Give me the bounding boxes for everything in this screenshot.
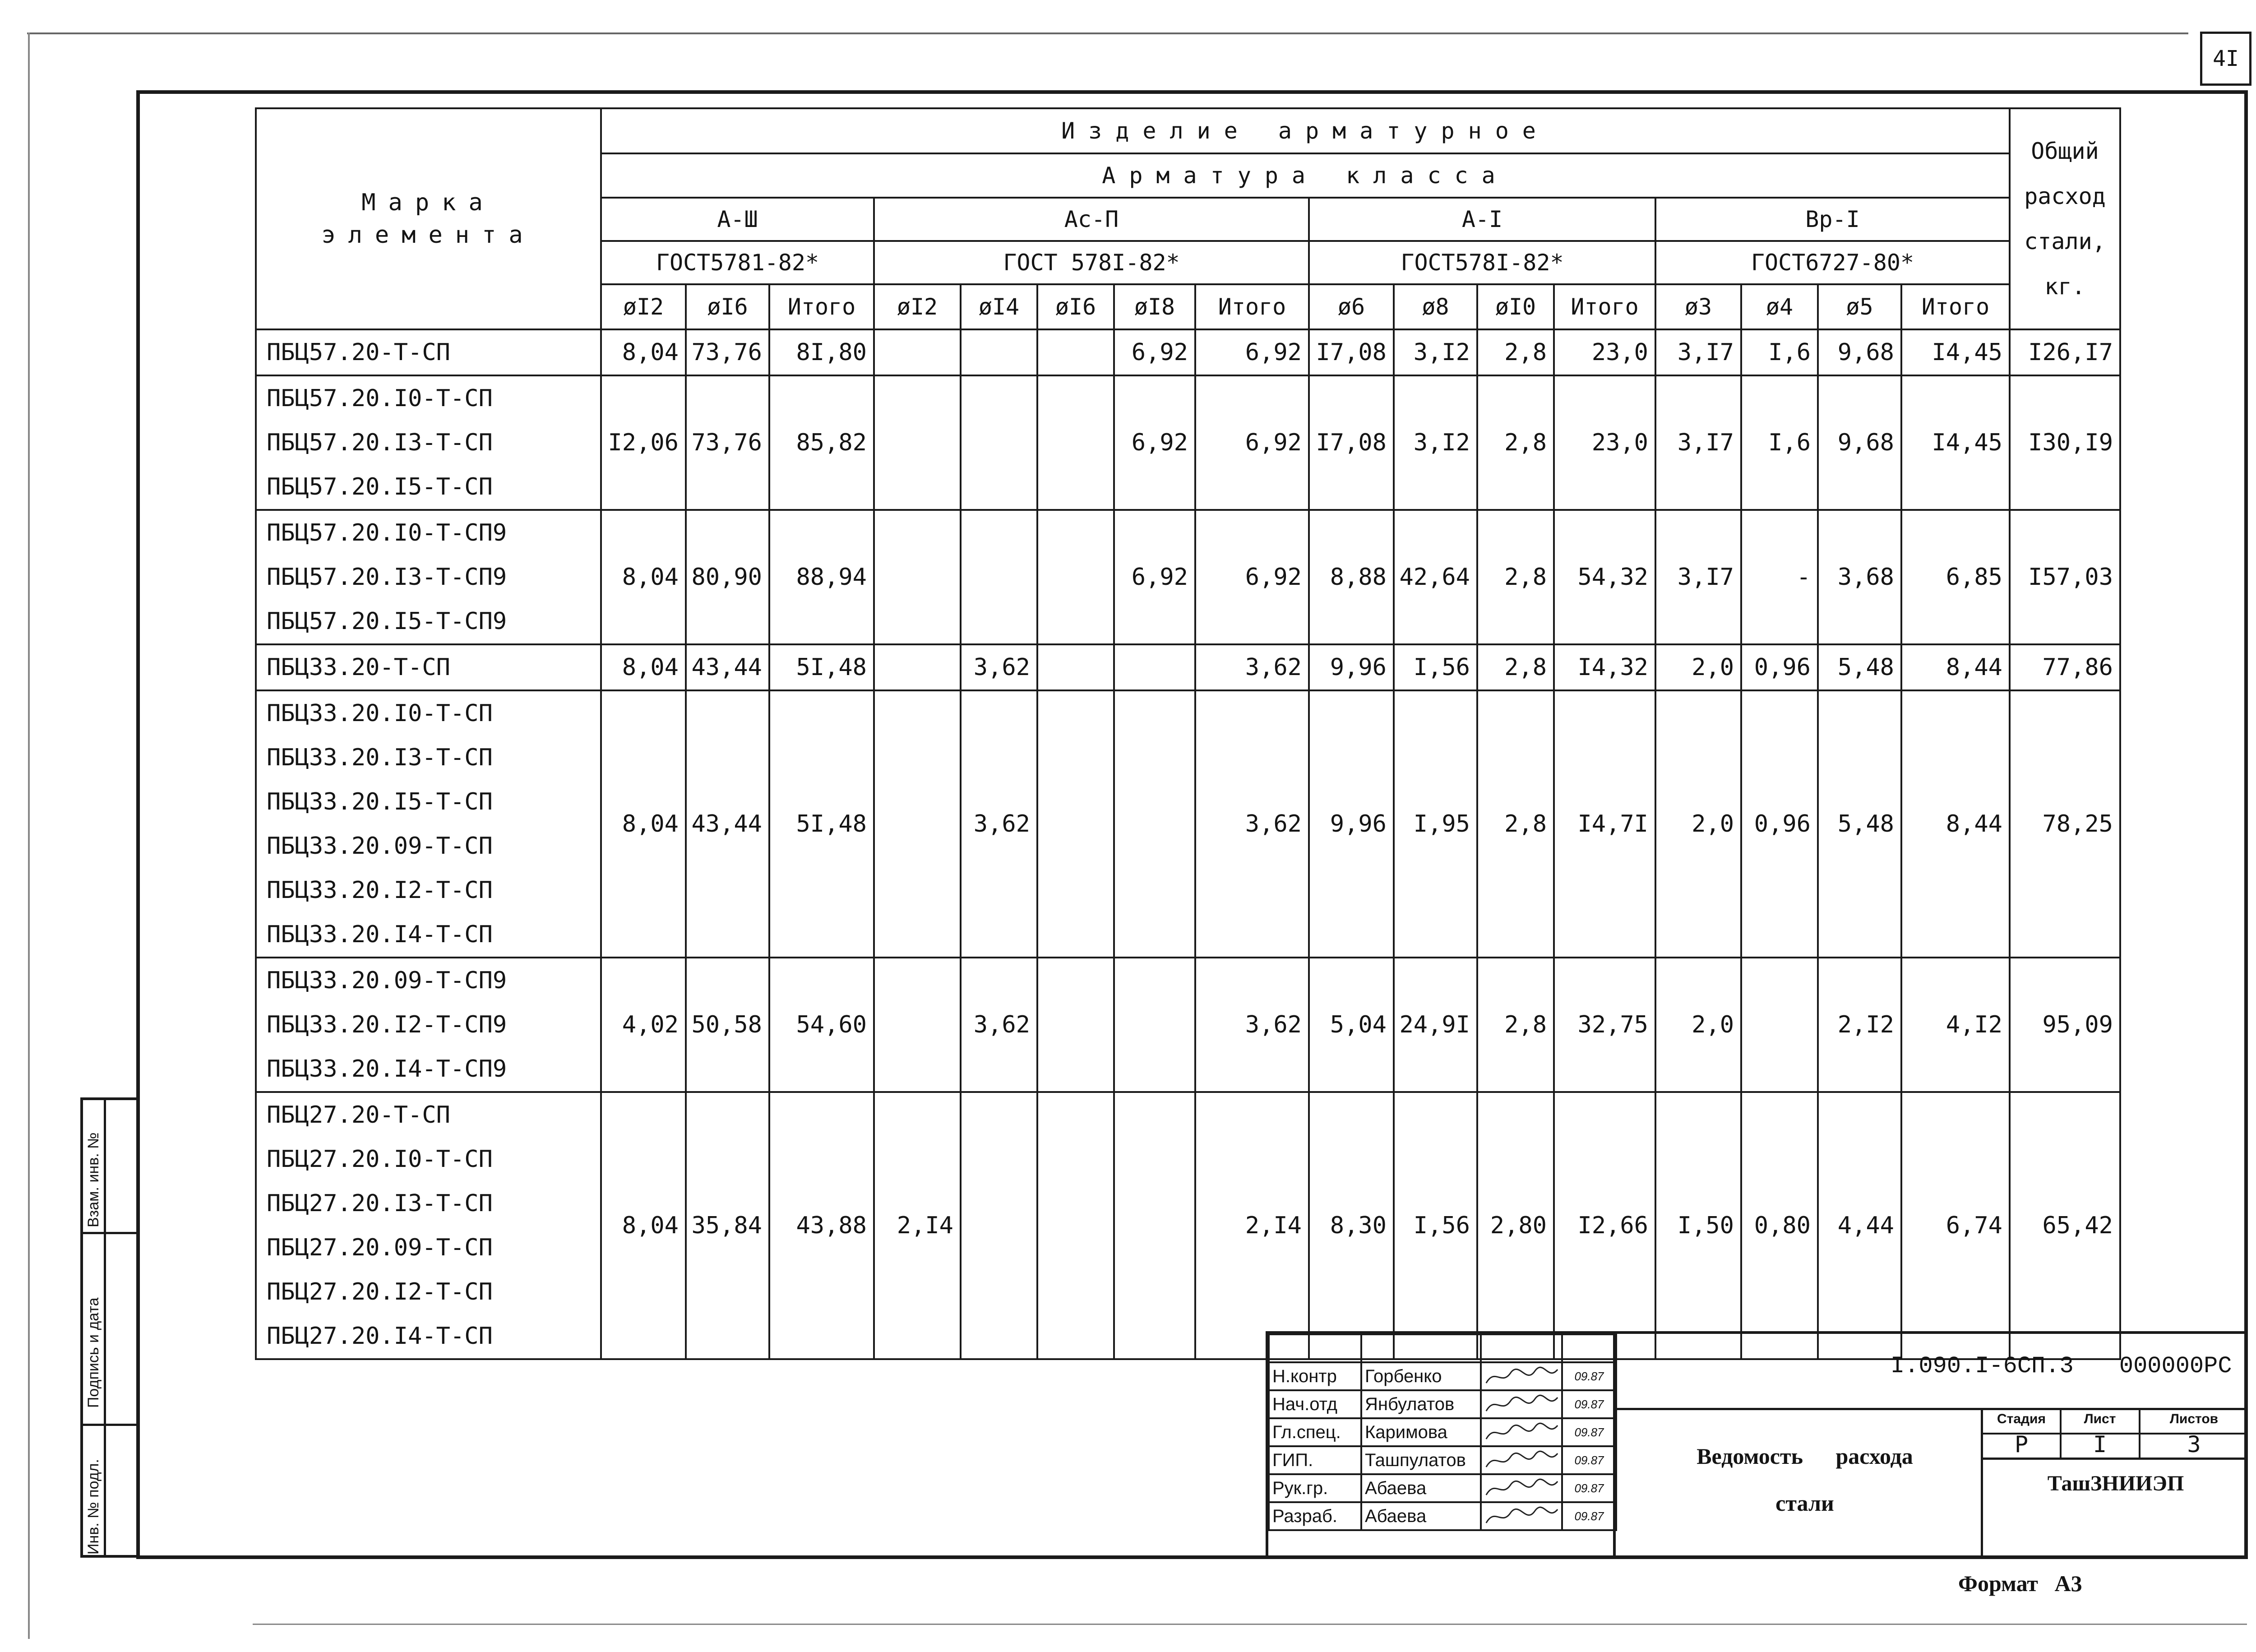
table-cell [1741, 958, 1818, 1092]
column-header: Итого [1195, 284, 1309, 329]
table-cell: 5,48 [1818, 644, 1901, 690]
signature [1481, 1474, 1562, 1502]
document-title-line: Ведомость расхода [1697, 1444, 1913, 1469]
signatory-name: Абаева [1361, 1474, 1481, 1502]
table-cell: I,6 [1741, 329, 1818, 375]
table-cell: I4,7I [1554, 690, 1655, 958]
table-cell [1114, 958, 1195, 1092]
table-cell: I2,66 [1554, 1092, 1655, 1359]
table-cell: 23,0 [1554, 329, 1655, 375]
column-header: øI6 [1037, 284, 1114, 329]
class-standard: ГОСТ6727-80* [1655, 241, 2010, 284]
table-cell: I4,45 [1901, 329, 2010, 375]
table-cell: 8,04 [601, 510, 686, 644]
element-mark-line: ПБЦ33.20.I2-Т-СП [267, 877, 493, 904]
table-cell [1037, 1092, 1114, 1359]
title-block-divider [1613, 1408, 2248, 1410]
column-header: øI2 [601, 284, 686, 329]
table-cell: 43,44 [686, 690, 769, 958]
table-cell: 50,58 [686, 958, 769, 1092]
table-cell: 0,96 [1741, 690, 1818, 958]
signatory-row [1269, 1418, 1616, 1446]
table-cell: I7,08 [1309, 375, 1394, 510]
table-cell: 2,8 [1477, 958, 1554, 1092]
table-cell: 0,80 [1741, 1092, 1818, 1359]
side-label-inv: Инв. № подл. [85, 1459, 102, 1555]
table-cell: 2,0 [1655, 690, 1741, 958]
element-mark [256, 1092, 601, 1359]
element-mark-line: ПБЦ27.20.I2-Т-СП [267, 1278, 493, 1305]
table-cell: 2,I4 [874, 1092, 961, 1359]
table-cell: 54,60 [769, 958, 874, 1092]
bottom-edge-line [253, 1624, 2247, 1625]
header-rebar-class: Арматура класса [601, 153, 2010, 198]
side-label-signature: Подпись и дата [85, 1297, 102, 1408]
table-cell: 5,48 [1818, 690, 1901, 958]
table-cell [874, 644, 961, 690]
table-cell: 8,44 [1901, 690, 2010, 958]
table-cell: 3,68 [1818, 510, 1901, 644]
table-cell: 6,92 [1114, 375, 1195, 510]
signatory-role: Н.контр [1269, 1362, 1361, 1390]
table-cell: 2,8 [1477, 510, 1554, 644]
element-mark-line: ПБЦ57.20.I0-Т-СП9 [267, 519, 507, 546]
document-title [1642, 1433, 1967, 1527]
table-cell: 0,96 [1741, 644, 1818, 690]
table-cell: 4,I2 [1901, 958, 2010, 1092]
header-mark [256, 108, 601, 329]
table-cell: 85,82 [769, 375, 874, 510]
table-cell: 2,0 [1655, 958, 1741, 1092]
table-cell: I4,45 [1901, 375, 2010, 510]
table-cell: I4,32 [1554, 644, 1655, 690]
table-cell: 9,68 [1818, 375, 1901, 510]
signature-date: 09.87 [1562, 1362, 1616, 1390]
element-mark-line: ПБЦ57.20.I0-Т-СП [267, 385, 493, 412]
element-mark-line: ПБЦ33.20.I0-Т-СП [267, 700, 493, 727]
table-cell: 24,9I [1394, 958, 1477, 1092]
element-mark-line: ПБЦ57.20.I3-Т-СП [267, 429, 493, 456]
element-mark [256, 644, 601, 690]
table-cell: 43,44 [686, 644, 769, 690]
element-mark-line: ПБЦ33.20.I5-Т-СП [267, 788, 493, 815]
class-name: А-I [1309, 198, 1655, 241]
table-cell: 3,I7 [1655, 329, 1741, 375]
signatory-name: Горбенко [1361, 1362, 1481, 1390]
table-cell: 2,0 [1655, 644, 1741, 690]
table-row [256, 690, 2120, 958]
table-cell: 8,04 [601, 690, 686, 958]
left-edge-line [28, 32, 30, 1639]
table-cell: 73,76 [686, 375, 769, 510]
element-mark-line: ПБЦ57.20.I3-Т-СП9 [267, 564, 507, 591]
element-mark [256, 329, 601, 375]
table-cell: I,95 [1394, 690, 1477, 958]
column-header: Итого [1901, 284, 2010, 329]
table-cell: 35,84 [686, 1092, 769, 1359]
table-cell: 88,94 [769, 510, 874, 644]
element-mark-line: ПБЦ33.20.I3-Т-СП [267, 744, 493, 771]
table-cell: I57,03 [2010, 510, 2120, 644]
table-cell: 5I,48 [769, 690, 874, 958]
element-mark-line: ПБЦ33.20.I4-Т-СП9 [267, 1055, 507, 1083]
header-mark-line: элемента [321, 222, 536, 249]
table-cell: I26,I7 [2010, 329, 2120, 375]
sheets-value: 3 [2187, 1431, 2201, 1458]
column-header: ø3 [1655, 284, 1741, 329]
class-standard: ГОСТ5781-82* [601, 241, 874, 284]
table-cell: 73,76 [686, 329, 769, 375]
table-cell: - [1741, 510, 1818, 644]
class-standard: ГОСТ 578I-82* [874, 241, 1309, 284]
column-header: ø8 [1394, 284, 1477, 329]
table-cell: 3,I2 [1394, 329, 1477, 375]
column-header: øI6 [686, 284, 769, 329]
table-cell [961, 510, 1037, 644]
stamp-blank [1562, 1334, 1616, 1362]
table-cell [874, 329, 961, 375]
table-cell: 5I,48 [769, 644, 874, 690]
signature-date: 09.87 [1562, 1474, 1616, 1502]
stage-label: Стадия [1997, 1411, 2046, 1426]
table-cell: 6,92 [1195, 329, 1309, 375]
column-header: øI4 [961, 284, 1037, 329]
table-cell: 6,92 [1195, 375, 1309, 510]
table-cell: 3,62 [1195, 690, 1309, 958]
page-number: 4I [2200, 32, 2251, 86]
signatory-role: Разраб. [1269, 1502, 1361, 1530]
column-header: øI2 [874, 284, 961, 329]
element-mark-line: ПБЦ33.20.09-Т-СП [267, 833, 493, 860]
signature-table [1268, 1333, 1617, 1531]
element-mark-line: ПБЦ27.20.I3-Т-СП [267, 1190, 493, 1217]
signatory-role: Гл.спец. [1269, 1418, 1361, 1446]
table-cell: 8,88 [1309, 510, 1394, 644]
sheets-label: Листов [2169, 1411, 2219, 1426]
signature-date: 09.87 [1562, 1390, 1616, 1418]
sheet-value: I [2093, 1431, 2107, 1458]
class-name: Ас-П [874, 198, 1309, 241]
table-cell: 2,I2 [1818, 958, 1901, 1092]
table-cell: I,50 [1655, 1092, 1741, 1359]
document-code-main: I.090.I-6СП.3 [1891, 1353, 2074, 1379]
table-cell [874, 958, 961, 1092]
table-cell: 8,44 [1901, 644, 2010, 690]
table-cell: 2,8 [1477, 329, 1554, 375]
table-cell [1037, 644, 1114, 690]
table-cell: 54,32 [1554, 510, 1655, 644]
table-cell: 3,62 [961, 958, 1037, 1092]
table-cell: 32,75 [1554, 958, 1655, 1092]
stamp-blank [1481, 1334, 1562, 1362]
table-cell: 4,44 [1818, 1092, 1901, 1359]
signature [1481, 1418, 1562, 1446]
signatory-row [1269, 1390, 1616, 1418]
header-total-line: стали, [2024, 228, 2106, 255]
title-block-divider [1981, 1458, 2248, 1460]
table-cell [961, 375, 1037, 510]
table-cell: 3,62 [961, 690, 1037, 958]
organization: ТашЗНИИЭП [2047, 1472, 2184, 1495]
header-total [2010, 108, 2120, 329]
table-cell: I,56 [1394, 644, 1477, 690]
table-row [256, 375, 2120, 510]
element-mark-line: ПБЦ27.20.09-Т-СП [267, 1234, 493, 1261]
header-total-line: кг. [2044, 273, 2085, 300]
table-cell: 2,8 [1477, 375, 1554, 510]
signatory-name: Абаева [1361, 1502, 1481, 1530]
table-cell: 8,04 [601, 1092, 686, 1359]
column-header: øI8 [1114, 284, 1195, 329]
column-header: Итого [1554, 284, 1655, 329]
table-row [256, 510, 2120, 644]
table-cell: I7,08 [1309, 329, 1394, 375]
signature [1481, 1390, 1562, 1418]
table-row [256, 958, 2120, 1092]
table-cell: 42,64 [1394, 510, 1477, 644]
table-cell [874, 690, 961, 958]
element-mark-line: ПБЦ27.20-Т-СП [267, 1101, 450, 1129]
side-strip-inner [104, 1097, 106, 1558]
column-header: ø4 [1741, 284, 1818, 329]
table-cell: 43,88 [769, 1092, 874, 1359]
signature-date: 09.87 [1562, 1502, 1616, 1530]
table-cell: 77,86 [2010, 644, 2120, 690]
table-cell: 4,02 [601, 958, 686, 1092]
table-cell: I,56 [1394, 1092, 1477, 1359]
table-cell: 8I,80 [769, 329, 874, 375]
table-cell: 6,92 [1114, 329, 1195, 375]
signatory-name: Ташпулатов [1361, 1446, 1481, 1474]
table-cell [1037, 375, 1114, 510]
title-block-divider [1981, 1408, 1983, 1559]
side-label-replace: Взам. инв. № [85, 1132, 102, 1227]
table-cell: 9,96 [1309, 690, 1394, 958]
class-name: А-Ш [601, 198, 874, 241]
stamp-blank [1269, 1334, 1361, 1362]
element-mark [256, 375, 601, 510]
table-row [256, 644, 2120, 690]
title-block-divider [2139, 1408, 2140, 1458]
table-cell [1037, 958, 1114, 1092]
title-block-divider [2060, 1408, 2062, 1458]
table-cell [1037, 510, 1114, 644]
column-header: Итого [769, 284, 874, 329]
signatory-role: ГИП. [1269, 1446, 1361, 1474]
table-row [256, 329, 2120, 375]
sheet-label: Лист [2084, 1411, 2116, 1426]
class-name: Вр-I [1655, 198, 2010, 241]
table-cell: 2,8 [1477, 690, 1554, 958]
table-cell: 3,62 [1195, 644, 1309, 690]
format-label: Формат А3 [1958, 1571, 2082, 1596]
element-mark-line: ПБЦ57.20.I5-Т-СП [267, 473, 493, 500]
table-cell [1037, 329, 1114, 375]
table-cell: 6,92 [1195, 510, 1309, 644]
table-cell: I2,06 [601, 375, 686, 510]
element-mark-line: ПБЦ27.20.I0-Т-СП [267, 1146, 493, 1173]
element-mark [256, 958, 601, 1092]
table-cell [961, 329, 1037, 375]
table-cell: 3,62 [961, 644, 1037, 690]
signatory-role: Нач.отд [1269, 1390, 1361, 1418]
table-cell: I,6 [1741, 375, 1818, 510]
element-mark-line: ПБЦ27.20.I4-Т-СП [267, 1323, 493, 1350]
table-cell: 3,I2 [1394, 375, 1477, 510]
element-mark-line: ПБЦ33.20-Т-СП [267, 654, 450, 681]
header-total-line: Общий [2031, 138, 2099, 164]
column-header: ø5 [1818, 284, 1901, 329]
table-row [256, 1092, 2120, 1359]
table-cell: 6,92 [1114, 510, 1195, 644]
document-code-suffix: 000000РС [2119, 1353, 2232, 1379]
table-cell: 65,42 [2010, 1092, 2120, 1359]
table-cell: 3,I7 [1655, 510, 1741, 644]
signatory-role: Рук.гр. [1269, 1474, 1361, 1502]
table-cell: 95,09 [2010, 958, 2120, 1092]
signatory-row [1269, 1474, 1616, 1502]
table-cell: 9,68 [1818, 329, 1901, 375]
table-cell: 23,0 [1554, 375, 1655, 510]
table-cell: 6,74 [1901, 1092, 2010, 1359]
table-cell [1114, 690, 1195, 958]
table-cell: 8,30 [1309, 1092, 1394, 1359]
table-cell [874, 510, 961, 644]
stamp-blank [1361, 1334, 1481, 1362]
signatory-row [1269, 1446, 1616, 1474]
table-cell [1037, 690, 1114, 958]
element-mark-line: ПБЦ57.20-Т-СП [267, 339, 450, 366]
table-cell: 5,04 [1309, 958, 1394, 1092]
table-cell [874, 375, 961, 510]
table-cell: 2,80 [1477, 1092, 1554, 1359]
table-cell: 8,04 [601, 329, 686, 375]
table-cell: 2,8 [1477, 644, 1554, 690]
element-mark [256, 510, 601, 644]
stage-value: Р [2014, 1431, 2029, 1458]
signatory-name: Янбулатов [1361, 1390, 1481, 1418]
steel-consumption-table [255, 107, 2121, 1360]
element-mark [256, 690, 601, 958]
table-cell: I30,I9 [2010, 375, 2120, 510]
column-header: øI0 [1477, 284, 1554, 329]
side-strip-divider [80, 1424, 140, 1426]
header-mark-line: Марка [361, 189, 495, 216]
table-cell [1114, 1092, 1195, 1359]
table-cell: 8,04 [601, 644, 686, 690]
signatory-row [1269, 1502, 1616, 1530]
table-cell: 3,62 [1195, 958, 1309, 1092]
signature [1481, 1502, 1562, 1530]
top-edge-line [27, 32, 2188, 34]
side-strip-divider [80, 1232, 140, 1234]
table-cell [961, 1092, 1037, 1359]
header-product: Изделие арматурное [601, 108, 2010, 153]
document-title-line: стали [1775, 1490, 1834, 1516]
table-cell: 80,90 [686, 510, 769, 644]
table-cell: 78,25 [2010, 690, 2120, 958]
title-block-divider [1613, 1331, 1616, 1559]
class-standard: ГОСТ578I-82* [1309, 241, 1655, 284]
signature [1481, 1446, 1562, 1474]
table-cell: 9,96 [1309, 644, 1394, 690]
table-cell: 6,85 [1901, 510, 2010, 644]
element-mark-line: ПБЦ57.20.I5-Т-СП9 [267, 608, 507, 635]
table-cell: 2,I4 [1195, 1092, 1309, 1359]
element-mark-line: ПБЦ33.20.09-Т-СП9 [267, 967, 507, 994]
column-header: ø6 [1309, 284, 1394, 329]
signature-date: 09.87 [1562, 1446, 1616, 1474]
document-code [1891, 1353, 2232, 1379]
signature-date: 09.87 [1562, 1418, 1616, 1446]
header-total-line: расход [2024, 183, 2106, 209]
signatory-row [1269, 1362, 1616, 1390]
table-cell [1114, 644, 1195, 690]
signature [1481, 1362, 1562, 1390]
signatory-name: Каримова [1361, 1418, 1481, 1446]
element-mark-line: ПБЦ33.20.I2-Т-СП9 [267, 1011, 507, 1038]
table-cell: 3,I7 [1655, 375, 1741, 510]
element-mark-line: ПБЦ33.20.I4-Т-СП [267, 921, 493, 948]
